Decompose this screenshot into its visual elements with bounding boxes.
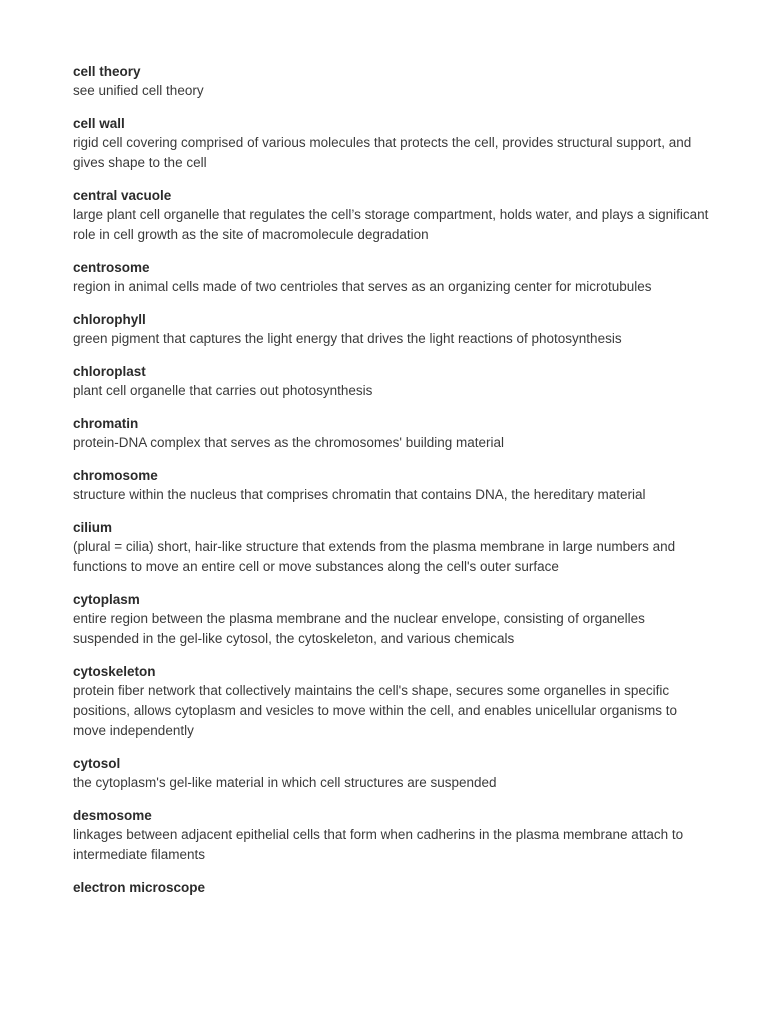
glossary-term: central vacuole (73, 188, 172, 203)
glossary-entry-chromosome (73, 466, 713, 505)
glossary-term: cell wall (73, 116, 125, 131)
glossary-definition: protein-DNA complex that serves as the chromosomes' building material (73, 435, 505, 450)
glossary-entry-cytoplasm (73, 590, 713, 649)
glossary-term: chromatin (73, 416, 139, 431)
glossary-definition: linkages between adjacent epithelial cells that form when cadherins in the plasma membrane attach to intermediate filaments (73, 827, 684, 862)
glossary-definition: plant cell organelle that carries out photosynthesis (73, 383, 373, 398)
glossary-definition: large plant cell organelle that regulates the cell’s storage compartment, holds water, and plays a significant role in cell growth as the site of macromolecule degradation (73, 207, 709, 242)
glossary-definition: rigid cell covering comprised of various molecules that protects the cell, provides structural support, and gives shape to the cell (73, 135, 692, 170)
glossary-entry-central-vacuole (73, 186, 713, 245)
glossary-definition: region in animal cells made of two centrioles that serves as an organizing center for microtubules (73, 279, 652, 294)
glossary-definition: entire region between the plasma membrane and the nuclear envelope, consisting of organelles suspended in the gel-like cytosol, the cytoskeleton, and various chemicals (73, 611, 645, 646)
glossary-term: cytosol (73, 756, 121, 771)
glossary-entry-chromatin (73, 414, 713, 453)
glossary-term: desmosome (73, 808, 152, 823)
glossary-definition: structure within the nucleus that comprises chromatin that contains DNA, the hereditary material (73, 487, 646, 502)
glossary-term: chlorophyll (73, 312, 146, 327)
glossary-entry-cytosol (73, 754, 713, 793)
glossary-term: cell theory (73, 64, 141, 79)
glossary-term: centrosome (73, 260, 150, 275)
glossary-entry-chlorophyll (73, 310, 713, 349)
glossary-term: electron microscope (73, 880, 206, 895)
glossary-term: cilium (73, 520, 113, 535)
glossary-definition: green pigment that captures the light energy that drives the light reactions of photosynthesis (73, 331, 622, 346)
glossary-entry-desmosome (73, 806, 713, 865)
glossary-entry-electron-microscope (73, 878, 713, 897)
glossary-entry-cell-wall (73, 114, 713, 173)
glossary-definition: see unified cell theory (73, 83, 204, 98)
glossary-entry-centrosome (73, 258, 713, 297)
glossary-entry-cilium (73, 518, 713, 577)
glossary-entry-chloroplast (73, 362, 713, 401)
glossary-term: chloroplast (73, 364, 146, 379)
glossary-term: cytoskeleton (73, 664, 156, 679)
glossary-definition: the cytoplasm's gel-like material in which cell structures are suspended (73, 775, 497, 790)
glossary-definition: (plural = cilia) short, hair-like structure that extends from the plasma membrane in large numbers and functions to move an entire cell or move substances along the cell's outer surface (73, 539, 676, 574)
glossary-entry-cell-theory (73, 62, 713, 101)
glossary-term: cytoplasm (73, 592, 140, 607)
glossary-page (73, 62, 713, 910)
glossary-entry-cytoskeleton (73, 662, 713, 741)
glossary-definition: protein fiber network that collectively maintains the cell's shape, secures some organelles in specific positions, allows cytoplasm and vesicles to move within the cell, and enables unicellular organisms to move independently (73, 683, 678, 738)
glossary-term: chromosome (73, 468, 158, 483)
